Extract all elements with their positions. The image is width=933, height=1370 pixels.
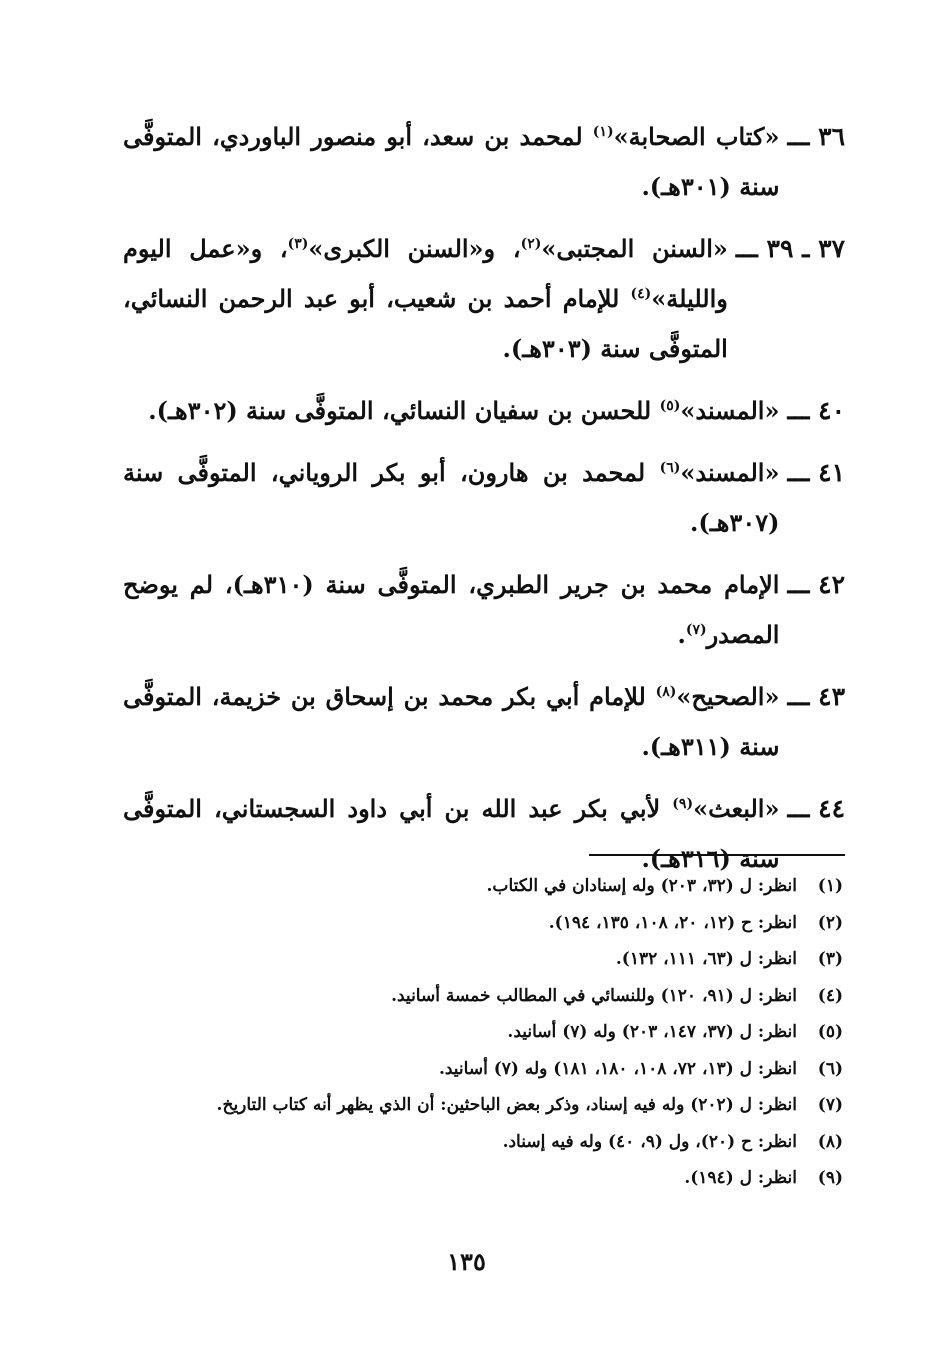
footnote-ref: (٦) [659, 460, 681, 476]
entry [123, 560, 845, 660]
footnote [123, 941, 843, 978]
entry-number: ٤٤ ـــ [787, 794, 845, 823]
footnote-text: انظر: ل (٣٧، ١٤٧، ٢٠٣) وله (٧) أسانيد. [507, 1022, 797, 1042]
entry [123, 112, 845, 212]
footnote [123, 978, 843, 1015]
footnote-number: (٥) [817, 1022, 843, 1042]
entry-number: ٤٠ ـــ [787, 396, 845, 425]
footnotes-list [123, 868, 843, 1197]
footnote-ref: (٨) [655, 684, 677, 700]
footnote-ref: (٥) [659, 398, 681, 414]
footnote-number: (٢) [817, 912, 843, 933]
footnote [123, 1051, 843, 1088]
entry-number: ٤٢ ـــ [787, 570, 845, 599]
footnote-number: (٧) [817, 1095, 843, 1115]
footnote-number: (٦) [817, 1058, 843, 1079]
footnote [123, 1124, 843, 1161]
entry-text: «المسند»$^{(٥)}$ للحسن بن سفيان النسائي، المتوفَّى سنة (٣٠٢هـ). [148, 396, 780, 425]
entry-text: «البعث»$^{(٩)}$ لأبي بكر عبد الله بن أبي داود السجستاني، المتوفَّى سنة (٣١٦هـ). [123, 794, 780, 873]
footnote-ref: (٢) [520, 236, 542, 252]
entry-text: «الصحيح»$^{(٨)}$ للإمام أبي بكر محمد بن إسحاق بن خزيمة، المتوفَّى سنة (٣١١هـ). [123, 682, 780, 761]
footnote [123, 905, 843, 942]
entry-number: ٣٦ ـــ [787, 122, 845, 151]
entry [123, 672, 845, 772]
footnote-number: (٤) [817, 985, 843, 1006]
entry-text: «السنن المجتبى»$^{(٢)}$، و«السنن الكبرى»$^{(٣)}$، و«عمل اليوم والليلة»$^{(٤)}$ للإمام أحمد بن شعيب، أبو عبد الرحمن النسائي، المتوفَّى سنة (٣٠٣هـ). [123, 234, 728, 363]
entry-text: «المسند»$^{(٦)}$ لمحمد بن هارون، أبو بكر الروياني، المتوفَّى سنة (٣٠٧هـ). [123, 458, 780, 537]
footnote-text: انظر: ح (١٢، ٢٠، ١٠٨، ١٣٥، ١٩٤). [548, 912, 797, 933]
entry [123, 448, 845, 548]
footnote-number: (٩) [817, 1168, 843, 1188]
footnote [123, 1014, 843, 1051]
footnote-ref: (٣) [287, 236, 309, 252]
footnote-text: انظر: ح (٢٠)، ول (٩، ٤٠) وله فيه إسناد. [502, 1131, 797, 1152]
footnote-text: انظر: ل (١٩٤). [684, 1168, 797, 1188]
footnote-number: (٨) [817, 1131, 843, 1152]
entry-number: ٣٧ ـ ٣٩ ـــ [735, 234, 845, 263]
entry-text: الإمام محمد بن جرير الطبري، المتوفَّى سنة (٣١٠هـ)، لم يوضح المصدر$^{(٧)}$. [123, 570, 780, 649]
footnote-separator [589, 854, 845, 856]
entry-number: ٤٣ ـــ [787, 682, 845, 711]
footnote-number: (١) [817, 876, 843, 896]
entries-list [123, 112, 845, 896]
entry [123, 224, 845, 374]
footnote-ref: (١) [592, 124, 614, 140]
footnote [123, 1160, 843, 1197]
footnote-number: (٣) [817, 949, 843, 969]
entry [123, 386, 845, 436]
footnote-text: انظر: ل (٣٢، ٢٠٣) وله إسنادان في الكتاب. [486, 876, 797, 896]
footnote-text: انظر: ل (٢٠٢) وله فيه إسناد، وذكر بعض الباحثين: أن الذي يظهر أنه كتاب التاريخ. [216, 1095, 797, 1115]
footnote-text: انظر: ل (١٣، ٧٢، ١٠٨، ١٨٠، ١٨١) وله (٧) أسانيد. [438, 1058, 797, 1079]
footnote-ref: (٧) [685, 622, 707, 638]
footnote [123, 868, 843, 905]
page-number: ١٣٥ [447, 1247, 486, 1276]
footnote-text: انظر: ل (٦٣، ١١١، ١٣٢). [615, 949, 797, 969]
footnote-ref: (٩) [672, 796, 694, 812]
entry-number: ٤١ ـــ [787, 458, 845, 487]
footnote-text: انظر: ل (٩١، ١٢٠) وللنسائي في المطالب خمسة أسانيد. [391, 985, 797, 1006]
footnote [123, 1087, 843, 1124]
entry-text: «كتاب الصحابة»$^{(١)}$ لمحمد بن سعد، أبو منصور الباوردي، المتوفَّى سنة (٣٠١هـ). [123, 122, 780, 201]
footnote-ref: (٤) [630, 286, 652, 302]
